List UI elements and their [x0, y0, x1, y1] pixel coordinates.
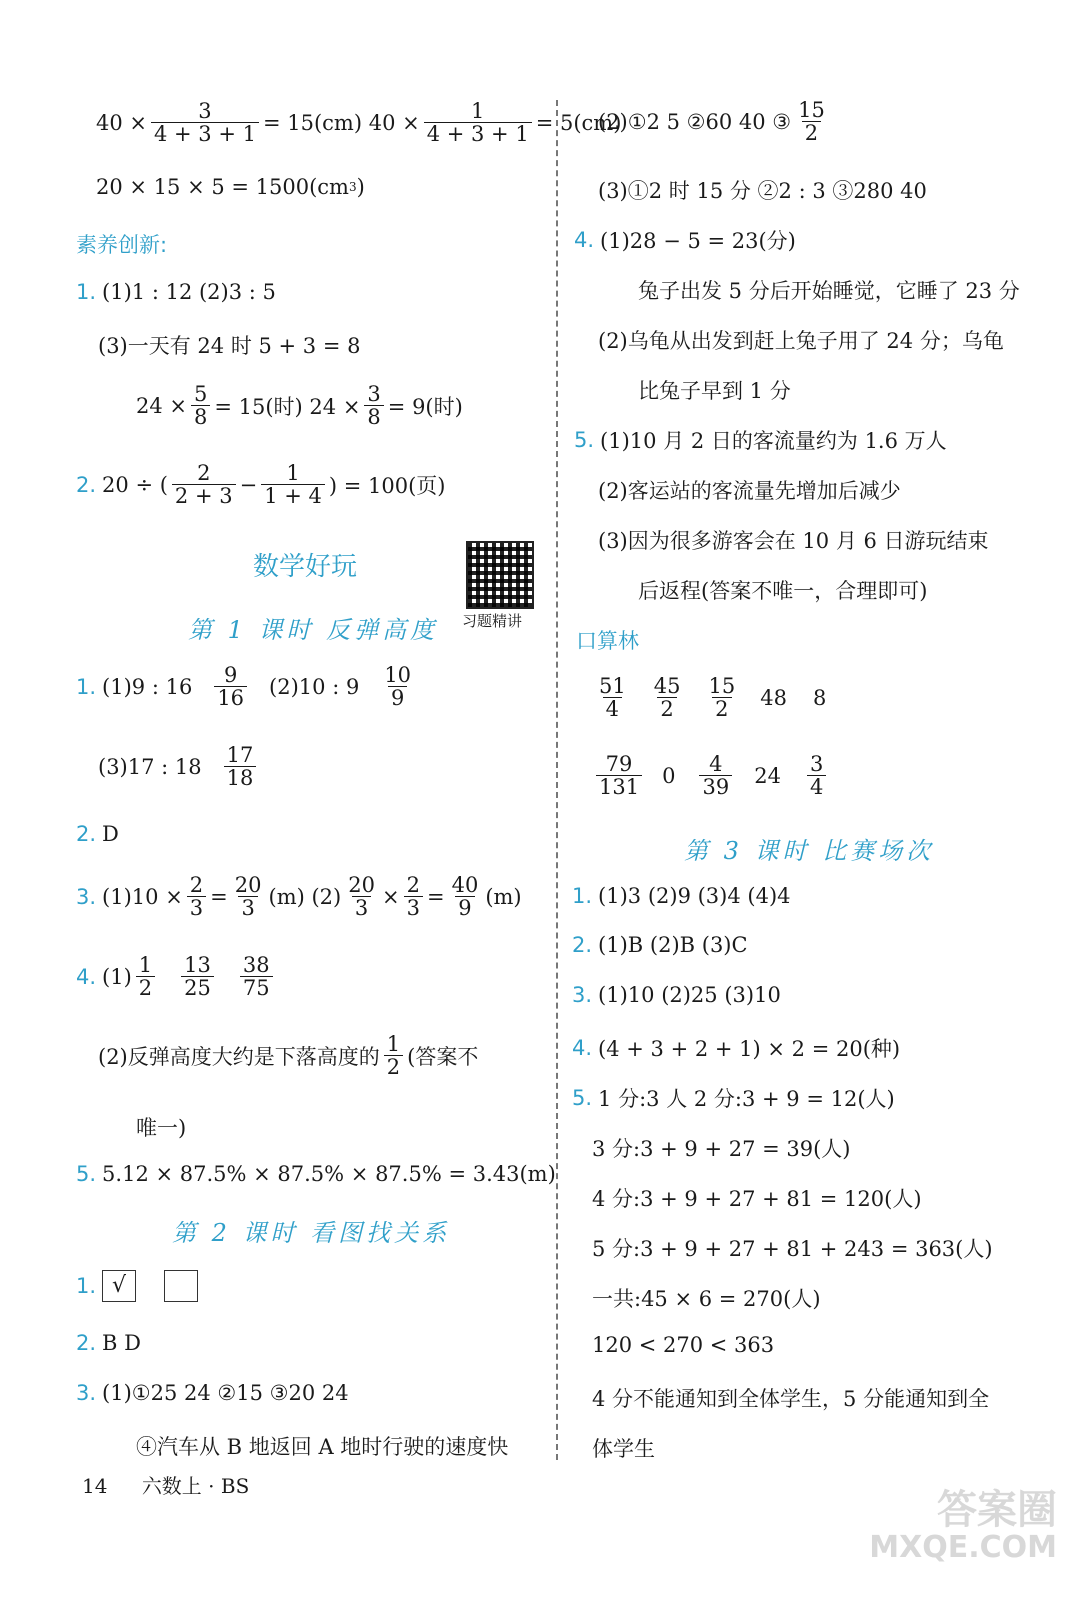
lesson1-q4b [98, 1033, 478, 1078]
text: × [381, 884, 400, 909]
fraction [699, 753, 732, 798]
text: 20 × 15 × 5 = 1500(cm [96, 175, 349, 199]
numerator: 3 [367, 382, 381, 406]
suyang-q2 [76, 462, 445, 507]
right-line-r2: (3)①2 时 15 分 ②2 : 3 ③280 40 [598, 179, 927, 203]
lesson1-q2 [76, 822, 119, 846]
denominator: 4 + 3 + 1 [151, 122, 259, 145]
text: 1 分:3 人 2 分:3 + 9 = 12(人) [598, 1087, 895, 1111]
lesson3-q5d: 5 分:3 + 9 + 27 + 81 + 243 = 363(人) [592, 1237, 993, 1261]
text: (m) (2) [268, 884, 342, 909]
fraction [136, 954, 155, 999]
lesson3-q5g: 4 分不能通知到全体学生，5 分能通知到全 [592, 1387, 990, 1411]
lesson3-q3 [572, 983, 781, 1007]
numerator: 1 [471, 99, 485, 123]
fraction [232, 874, 265, 919]
text: (1)28 − 5 = 23(分) [600, 229, 796, 253]
text: D [102, 822, 119, 846]
lesson2-q3a [76, 1381, 349, 1405]
denominator: 18 [224, 766, 257, 789]
numerator: 5 [194, 382, 208, 406]
question-number: 1. [76, 1274, 97, 1298]
kousuan-row-1 [592, 675, 826, 720]
numerator: 20 [234, 873, 262, 897]
denominator: 8 [364, 405, 383, 428]
fraction [187, 874, 206, 919]
numerator: 13 [184, 953, 211, 977]
text: (答案不 [407, 1044, 479, 1069]
watermark-url: MXQE.COM [869, 1530, 1057, 1565]
denominator: 1 + 4 [261, 484, 325, 507]
watermark-logo: 答案圈 [937, 1487, 1057, 1533]
fraction [795, 99, 828, 144]
fraction [424, 100, 532, 145]
suyang-q1b: (3)一天有 24 时 5 + 3 = 8 [98, 334, 361, 358]
text: (1)①25 24 ②15 ③20 24 [102, 1381, 349, 1405]
text: (2)10 : 9 [269, 674, 360, 699]
denominator: 4 [603, 697, 622, 720]
question-number: 3. [76, 884, 97, 909]
right-line-r1 [598, 99, 832, 144]
lesson3-q5c: 4 分:3 + 9 + 27 + 81 = 120(人) [592, 1187, 922, 1211]
lesson1-q4a [76, 954, 277, 999]
lesson2-q3b: ④汽车从 B 地返回 A 地时行驶的速度快 [136, 1435, 509, 1459]
text: 40 × [96, 110, 147, 135]
lesson3-q2 [572, 933, 748, 957]
question-number: 2. [76, 472, 97, 497]
fraction [381, 664, 414, 709]
lesson1-q1a [76, 664, 418, 709]
fraction [596, 675, 629, 720]
denominator: 131 [596, 775, 642, 798]
fraction [807, 753, 826, 798]
fraction [261, 462, 325, 507]
page-number: 14 [82, 1474, 108, 1498]
lesson3-q5a [572, 1083, 895, 1113]
lesson1-q3 [76, 874, 522, 919]
denominator: 3 [352, 896, 371, 919]
text: (m) [485, 884, 522, 909]
text: 20 ÷ ( [102, 472, 168, 497]
fraction [172, 462, 236, 507]
book-label: 六数上 · BS [141, 1474, 250, 1498]
question-number: 4. [574, 228, 595, 252]
numerator: 79 [605, 752, 633, 776]
question-number: 2. [76, 1331, 97, 1355]
question-number: 5. [572, 1086, 593, 1110]
text: (1)9 : 16 [102, 674, 193, 699]
numerator: 1 [386, 1032, 401, 1056]
column-divider [556, 100, 558, 1460]
denominator: 2 [136, 976, 155, 999]
lesson3-q5b: 3 分:3 + 9 + 27 = 39(人) [592, 1137, 851, 1161]
lesson1-q4c: 唯一) [136, 1116, 187, 1140]
text: 0 [662, 763, 676, 788]
numerator: 1 [138, 953, 153, 977]
denominator: 2 [712, 697, 731, 720]
numerator: 38 [242, 953, 270, 977]
page-footer [82, 1470, 249, 1499]
denominator: 4 [807, 775, 826, 798]
lesson2-q1 [76, 1270, 226, 1302]
denominator: 3 [187, 896, 206, 919]
text: (2)①2 5 ②60 40 ③ [598, 109, 792, 134]
fraction [364, 383, 383, 428]
text: (4 + 3 + 2 + 1) × 2 = 20(种) [598, 1037, 901, 1061]
numerator: 3 [198, 99, 212, 123]
text: (1)10 × [102, 884, 183, 909]
fraction [705, 675, 738, 720]
right-q4a [574, 225, 796, 255]
text: = 15(时) 24 × [214, 394, 361, 419]
numerator: 2 [406, 873, 420, 897]
numerator: 4 [709, 752, 723, 776]
numerator: 45 [653, 674, 681, 698]
numerator: 3 [809, 752, 824, 776]
lesson3-q5h: 体学生 [592, 1437, 655, 1461]
denominator: 2 + 3 [172, 484, 236, 507]
text: (1)3 (2)9 (3)4 (4)4 [598, 884, 791, 908]
lesson-2-title: 第 2 课时 看图找关系 [172, 1219, 451, 1247]
text: = [210, 884, 228, 909]
numerator: 10 [384, 663, 412, 687]
fraction [449, 874, 482, 919]
question-number: 3. [76, 1381, 97, 1405]
numerator: 15 [708, 674, 736, 698]
question-number: 1. [572, 884, 593, 908]
text: ) [356, 175, 365, 199]
text: − [239, 472, 258, 497]
numerator: 51 [599, 674, 626, 698]
lesson-1-title: 第 1 课时 反弹高度 [188, 616, 439, 644]
denominator: 75 [240, 976, 273, 999]
fraction [651, 675, 684, 720]
denominator: 3 [238, 896, 257, 919]
text: (1)10 月 2 日的客流量约为 1.6 万人 [600, 429, 947, 453]
lesson1-q5 [76, 1162, 556, 1186]
lesson3-q5f: 120 < 270 < 363 [592, 1333, 775, 1357]
question-number: 5. [574, 428, 595, 452]
lesson3-q1 [572, 884, 791, 908]
question-number: 1. [76, 280, 97, 304]
unit-title-math-fun: 数学好玩 [253, 552, 358, 582]
section-suyang-title: 素养创新: [76, 233, 168, 257]
fraction [240, 954, 273, 999]
fraction [151, 100, 259, 145]
kousuan-row-2 [592, 753, 830, 798]
numerator: 2 [197, 461, 211, 485]
fraction [214, 664, 247, 709]
right-q4b: 兔子出发 5 分后开始睡觉，它睡了 23 分 [638, 279, 1020, 303]
fraction [191, 383, 210, 428]
question-number: 1. [76, 674, 97, 699]
suyang-q1a [76, 280, 276, 304]
question-number: 5. [76, 1162, 97, 1186]
text: = 15(cm) 40 × [262, 110, 420, 135]
qr-code[interactable] [466, 541, 534, 609]
denominator: 25 [181, 976, 214, 999]
fraction [384, 1033, 403, 1078]
denominator: 9 [388, 686, 407, 709]
lesson3-q5e: 一共:45 × 6 = 270(人) [592, 1287, 821, 1311]
text: B D [102, 1331, 141, 1355]
denominator: 2 [384, 1055, 403, 1078]
text: (2)反弹高度大约是下落高度的 [98, 1044, 380, 1069]
fraction [181, 954, 214, 999]
numerator: 9 [223, 663, 238, 687]
question-number: 2. [572, 933, 593, 957]
fraction [404, 874, 423, 919]
left-line-volume-result [96, 175, 365, 199]
denominator: 9 [455, 896, 474, 919]
superscript: 3 [348, 180, 357, 194]
answer-box-empty [164, 1270, 198, 1302]
text: 24 × [136, 393, 187, 418]
fraction [345, 874, 378, 919]
text: 48 [760, 685, 787, 710]
right-q5c: (3)因为很多游客会在 10 月 6 日游玩结束 [598, 529, 989, 553]
right-q4d: 比兔子早到 1 分 [638, 379, 791, 403]
denominator: 4 + 3 + 1 [424, 122, 532, 145]
denominator: 39 [699, 775, 732, 798]
text: (1)B (2)B (3)C [598, 933, 748, 957]
right-q5d: 后返程(答案不唯一，合理即可) [638, 579, 928, 603]
text: = [426, 884, 445, 909]
lesson2-q2 [76, 1331, 141, 1355]
lesson3-q4 [572, 1033, 900, 1063]
right-q5a [574, 425, 947, 455]
numerator: 2 [189, 873, 204, 897]
denominator: 2 [657, 697, 676, 720]
question-number: 3. [572, 983, 593, 1007]
suyang-q1c [136, 383, 463, 428]
denominator: 16 [214, 686, 247, 709]
right-q5b: (2)客运站的客流量先增加后减少 [598, 479, 901, 503]
right-q4c: (2)乌龟从出发到赶上兔子用了 24 分；乌龟 [598, 329, 1004, 353]
text: 5.12 × 87.5% × 87.5% × 87.5% = 3.43(m) [102, 1162, 556, 1186]
text: (1)1 : 12 (2)3 : 5 [102, 280, 276, 304]
question-number: 2. [76, 822, 97, 846]
text: (1)10 (2)25 (3)10 [598, 983, 781, 1007]
question-number: 4. [76, 964, 97, 989]
numerator: 40 [451, 873, 479, 897]
text: = 5(cm) [535, 110, 622, 135]
numerator: 17 [226, 743, 254, 767]
qr-label: 习题精讲 [462, 612, 523, 630]
lesson-3-title: 第 3 课时 比赛场次 [684, 837, 935, 865]
left-line-volume-calc [96, 100, 621, 145]
denominator: 3 [404, 896, 423, 919]
fraction [224, 744, 257, 789]
denominator: 2 [802, 121, 821, 144]
numerator: 1 [286, 461, 300, 485]
text: 8 [812, 685, 827, 710]
text: ) = 100(页) [328, 473, 446, 498]
text: (3)17 : 18 [98, 754, 202, 779]
question-number: 4. [572, 1036, 593, 1060]
section-kousuan-title: 口算林 [576, 629, 639, 653]
answer-box-checked: √ [102, 1270, 136, 1302]
denominator: 8 [191, 405, 210, 428]
numerator: 15 [798, 98, 825, 122]
text: 24 [754, 763, 781, 788]
numerator: 20 [348, 873, 375, 897]
text: (1) [102, 964, 132, 989]
text: = 9(时) [387, 394, 463, 419]
lesson1-q1b [98, 744, 260, 789]
fraction [596, 753, 642, 798]
